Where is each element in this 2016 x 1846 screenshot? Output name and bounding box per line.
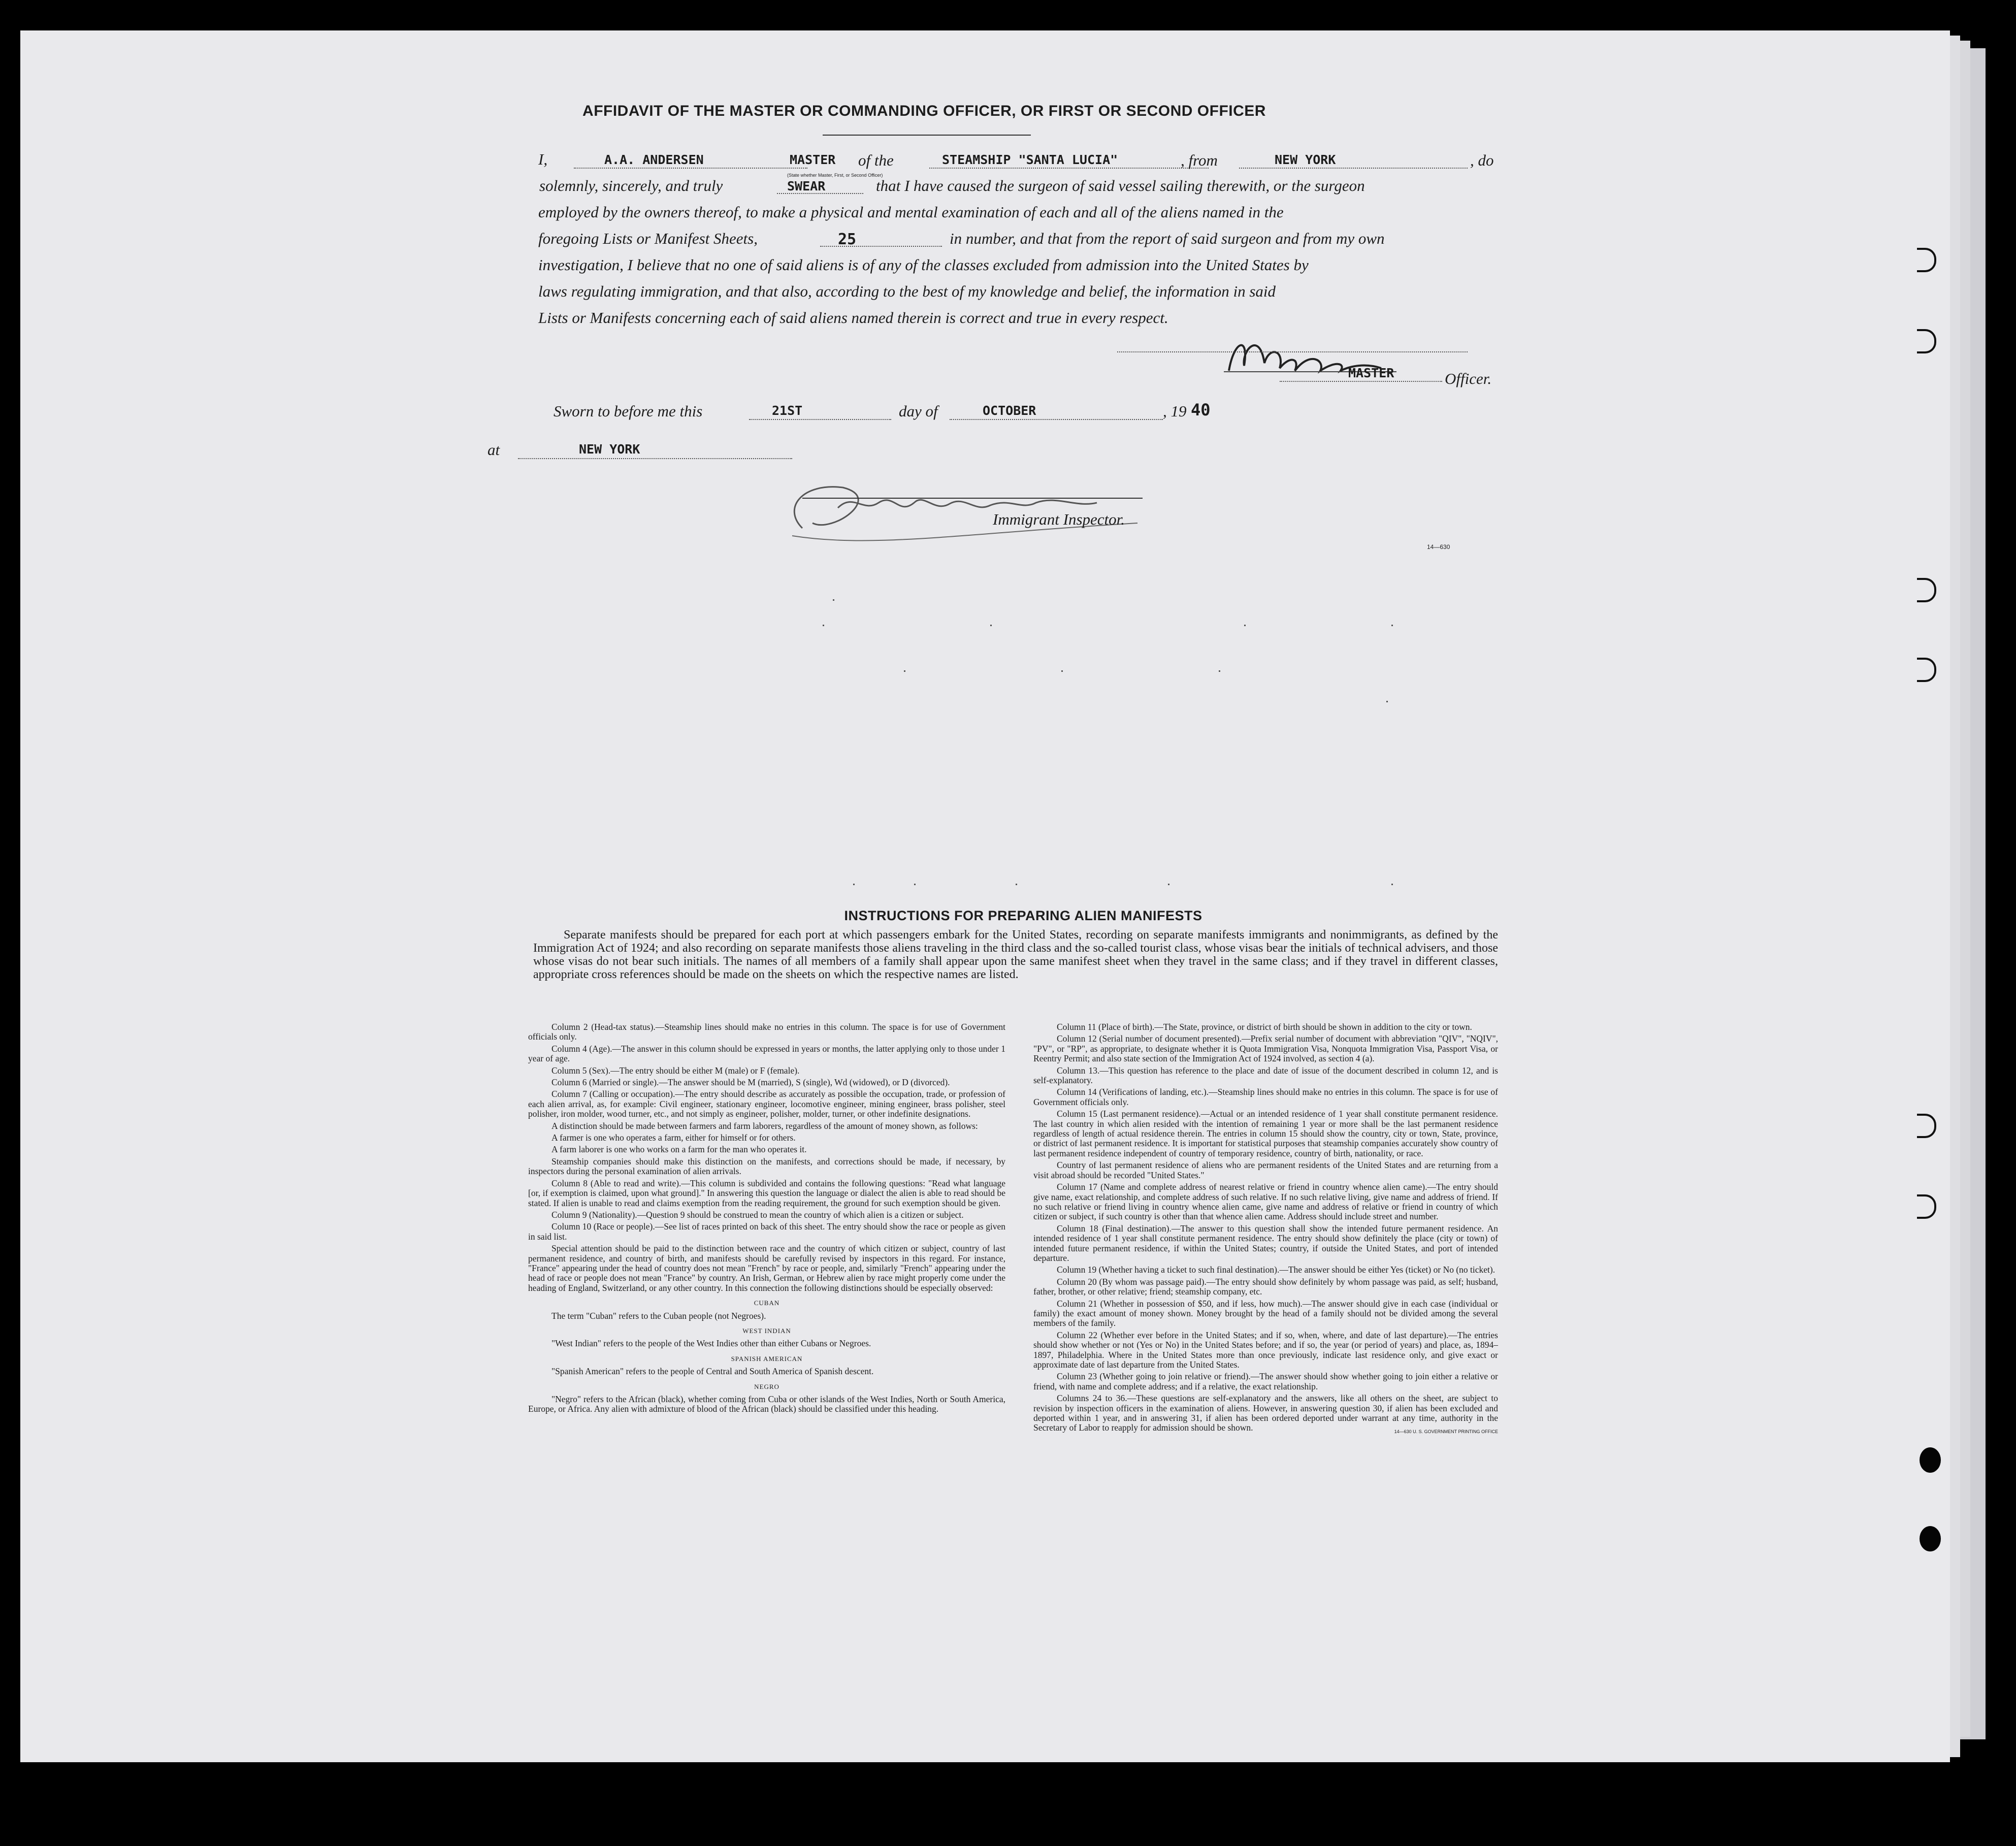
do-label: , do [1470,151,1494,169]
instruction-paragraph: Column 8 (Able to read and write).—This column is subdivided and contains the following questions: "Read what language [or, if exemption is claimed, upon what ground]." In answering this question the language or dialect the alien is able to read should be stated. If alien is unable to read and claims exemption from the reading requirement, the ground for such exemption should be given. [528,1178,1005,1208]
speck [1061,670,1063,672]
instruction-paragraph: Columns 24 to 36.—These questions are self-explanatory and the answers, like all others on the sheet, are subject to revision by inspection officers in the examination of aliens. However, in answering question 30, if alien has been excluded and deported within 1 year, and in answering 31, if alien has been ordered deported under warrant at any time, authority in the Secretary of Labor to reapply for admission should be shown. [1033,1393,1498,1433]
sworn-day: 21ST [772,403,803,418]
instruction-paragraph: Column 13.—This question has reference to the place and date of issue of the document described in column 12, and is self-explanatory. [1033,1065,1498,1086]
west-indian-heading: WEST INDIAN [742,1326,791,1335]
year-prefix: , 19 [1163,402,1187,420]
speck [1244,625,1246,626]
instruction-paragraph: Country of last permanent residence of aliens who are permanent residents of the United States and are returning from a visit abroad should be recorded "United States." [1033,1160,1498,1180]
day-blank [749,419,891,420]
solemnly-text: solemnly, sincerely, and truly [539,177,723,195]
negro-heading: NEGRO [754,1382,779,1390]
punch-hole [1920,1447,1941,1473]
vessel-blank [929,168,1209,169]
speck [823,625,824,626]
from-label: , from [1181,151,1218,169]
place-blank [518,458,792,459]
at-label: at [487,441,500,459]
instruction-paragraph: Column 7 (Calling or occupation).—The entry should describe as accurately as possible the occupation, trade, or profession of each alien arrival, as, for example: Civil engineer, stationary engineer, locomotive engineer, mining engineer, brass polisher, steel polisher, iron molder, wood turner, etc., and not simply as engineer, polisher, molder, turner, or other indefinite designations. [528,1089,1005,1119]
instruction-paragraph: A distinction should be made between farmers and farm laborers, regardless of the amount of money shown, as follows: [551,1120,978,1131]
west-indian-definition: "West Indian" refers to the people of the West Indies other than either Cubans or Negroes. [551,1338,871,1349]
affidavit-line-2b [876,177,1506,195]
master-name: A.A. ANDERSEN [604,152,704,167]
sworn-label: Sworn to before me this [554,402,703,420]
inspector-label: Immigrant Inspector. [993,510,1125,528]
speck [833,599,834,601]
affidavit-title: AFFIDAVIT OF THE MASTER OR COMMANDING OFFICER, OR FIRST OR SECOND OFFICER [582,103,1266,119]
affidavit-text-1: that I have caused the surgeon of said vessel sailing therewith, or the surgeon [876,177,1365,195]
spanish-american-heading: SPANISH AMERICAN [731,1354,803,1363]
instructions-title: INSTRUCTIONS FOR PREPARING ALIEN MANIFESTS [844,908,1202,923]
master-rank: MASTER [790,152,836,167]
master-signature [1214,315,1457,386]
instruction-paragraph: Steamship companies should make this distinction on the manifests, and corrections should be made, if necessary, by inspectors during the personal examination of alien arrivals. [528,1156,1005,1177]
instruction-paragraph: Column 18 (Final destination).—The answer to this question shall show the intended future permanent residence. An intended residence of 1 year shall constitute permanent residence. The entry should show definitely the place (city or town) of intended future permanent residence, if within the United States; country, if outside the United States, and port of intended departure. [1033,1223,1498,1263]
of-the-label: of the [858,151,894,169]
year-suffix: 40 [1191,400,1211,419]
speck [1391,625,1393,626]
speck [990,625,992,626]
oath-word: SWEAR [787,179,826,193]
instruction-paragraph: Column 15 (Last permanent residence).—Actual or an intended residence of 1 year shall constitute permanent residence. The last country in which alien resided with the intention of remaining 1 year or more shall be the last permanent residence regardless of length of actual residence therein. The entries in column 15 should show the country, city or town, State, province, or district of last permanent residence. It is important for statistical purposes that steamship companies accurately show country of last permanent residence independent of country of temporary residence, country of birth, nationality, or race. [1033,1109,1498,1158]
affidavit-line-6: laws regulating immigration, and that also, according to the best of my knowledge and belief, the information in said [538,282,1276,300]
affidavit-line-7: Lists or Manifests concerning each of said aliens named therein is correct and true in every respect. [538,309,1168,327]
form-number: 14—630 [1427,543,1450,550]
day-of-label: day of [899,402,938,420]
instruction-paragraph: Column 17 (Name and complete address of nearest relative or friend in country whence alien came).—The entry should give name, exact relationship, and complete address of such relative. If no such relative living, give name and address of friend. If no such relative or friend living in country whence alien came, give name and address of relative or friend in country of which citizen or subject, if such country is other than that whence alien came. Address should include street and number. [1033,1182,1498,1222]
officer-label: Officer. [1445,370,1492,387]
affidavit-line-4b: in number, and that from the report of said surgeon and from my own [950,230,1385,247]
instructions-intro: Separate manifests should be prepared for each port at which passengers embark for the United States, recording on separate manifests immigrants and nonimmigrants, as defined by the Immigration Act of 1924; and also recording on separate manifests those aliens traveling in the third class and the so-called tourist class, whose visas bear the initials of technical advisers, and those whose visas do not bear such initials. The names of all members of a family shall appear upon the same manifest sheet when they travel in the same class; and if they travel in different classes, appropriate cross references should be made on the sheets on which the respective names are listed. [533,928,1498,981]
instruction-paragraph: A farmer is one who operates a farm, either for himself or for others. [551,1132,796,1143]
signature-blank [1117,351,1468,352]
speck [1168,884,1169,885]
port-name: NEW YORK [1275,152,1336,167]
instruction-paragraph: Column 21 (Whether in possession of $50, and if less, how much).—The answer should give in each case (individual or family) the exact amount of money shown. Money brought by the head of a family should not be divided among the several members of the family. [1033,1298,1498,1329]
speck [1016,884,1017,885]
printing-office-footer: 14—630 U. S. GOVERNMENT PRINTING OFFICE [1394,1429,1498,1434]
sheet-count: 25 [838,231,857,248]
negro-definition: "Negro" refers to the African (black), whether coming from Cuba or other islands of the West Indies, North or South America, Europe, or Africa. Any alien with admixture of blood of the African (black) should be classified under this heading. [528,1394,1005,1414]
speck [914,884,916,885]
affidavit-line-3: employed by the owners thereof, to make a physical and mental examination of each and all of the aliens named in the [538,203,1284,221]
cuban-heading: CUBAN [754,1299,780,1307]
sworn-month: OCTOBER [983,403,1036,418]
spanish-american-definition: "Spanish American" refers to the people of Central and South America of Spanish descent. [551,1366,874,1377]
rank-note: (State whether Master, First, or Second Officer) [787,173,883,178]
instruction-paragraph: Column 6 (Married or single).—The answer should be M (married), S (single), Wd (widowed), or D (divorced). [551,1077,950,1088]
rank-blank [1280,381,1442,382]
title-rule [823,135,1031,136]
instruction-paragraph: Column 10 (Race or people).—See list of races printed on back of this sheet. The entry should show the race or people as given in said list. [528,1221,1005,1242]
instruction-paragraph: Column 23 (Whether going to join relative or friend).—The answer should show whether going to join either a relative or friend, with name and complete address; and if a relative, the exact relationship. [1033,1371,1498,1391]
inspector-rule [802,498,1143,499]
punch-hole [1920,1526,1941,1551]
instruction-paragraph: Column 5 (Sex).—The entry should be either M (male) or F (female). [551,1065,800,1076]
instruction-paragraph: Column 19 (Whether having a ticket to such final destination).—The answer should be either Yes (ticket) or No (no ticket). [1057,1265,1495,1275]
signer-rank: MASTER [1348,366,1394,380]
affidavit-line-4: foregoing Lists or Manifest Sheets, [538,230,758,247]
instruction-paragraph: Column 4 (Age).—The answer in this column should be expressed in years or months, the latter applying only to those under 1 year of age. [528,1043,1005,1064]
instruction-paragraph: Column 12 (Serial number of document presented).—Prefix serial number of document with abbreviation "QIV", "NQIV", "PV", or "RP", as appropriate, to designate whether it is Quota Immigration Visa, Nonquota Immigration Visa, Passport Visa, or Reentry Permit; and also state section of the Immigration Act of 1924 involved, as section 4 (a). [1033,1033,1498,1064]
speck [1219,670,1220,672]
sworn-place: NEW YORK [579,442,640,457]
instruction-paragraph: Column 9 (Nationality).—Question 9 should be construed to mean the country of which alien is a citizen or subject. [551,1209,964,1220]
name-blank [574,168,807,169]
instruction-paragraph: Column 11 (Place of birth).—The State, province, or district of birth should be shown in addition to the city or town. [1057,1022,1472,1032]
i-label: I, [538,150,548,168]
port-blank [1239,168,1468,169]
instruction-paragraph: Column 22 (Whether ever before in the United States; and if so, when, where, and date of last departure).—The entries should show whether or not (Yes or No) in the United States before; and if so, the year (or period of years) and place, as, 1894–1897, Philadelphia. Where in the United States more than once previously, indicate last residence only, and give exact or approximate date of last departure from the United States. [1033,1330,1498,1370]
instruction-paragraph: Special attention should be paid to the distinction between race and the country of which citizen or subject, country of last permanent residence, and country of birth, and manifests should be carefully revised by inspectors in this regard. For instance, "France" appearing under the head of country does not mean "French" by race or people, and, similarly "French" appearing under the head of race or people does not mean "France" by country. An Irish, German, or Hebrew alien by race might properly come under the heading of England, Switzerland, or any other country. In this connection the following distinctions should be especially observed: [528,1243,1005,1293]
speck [1391,884,1393,885]
instruction-paragraph: Column 14 (Verifications of landing, etc.).—Steamship lines should make no entries in this column. The space is for use of Government officials only. [1033,1087,1498,1107]
instruction-paragraph: Column 2 (Head-tax status).—Steamship lines should make no entries in this column. The space is for use of Government officials only. [528,1022,1005,1042]
month-blank [950,419,1163,420]
vessel-name: STEAMSHIP "SANTA LUCIA" [942,152,1118,167]
speck [853,884,855,885]
instruction-paragraph: A farm laborer is one who works on a farm for the man who operates it. [551,1144,807,1155]
affidavit-line-5: investigation, I believe that no one of said aliens is of any of the classes excluded from admission into the United States by [538,256,1309,274]
speck [1386,701,1388,702]
instructions-left-column [528,1022,1005,1416]
instruction-paragraph: Column 20 (By whom was passage paid).—The entry should show definitely by whom passage was paid, as self; husband, father, brother, or other relative; friend; steamship company, etc. [1033,1276,1498,1297]
speck [904,670,905,672]
document-page [20,30,1950,1762]
instructions-right-column [1033,1022,1498,1439]
cuban-definition: The term "Cuban" refers to the Cuban people (not Negroes). [551,1310,766,1321]
